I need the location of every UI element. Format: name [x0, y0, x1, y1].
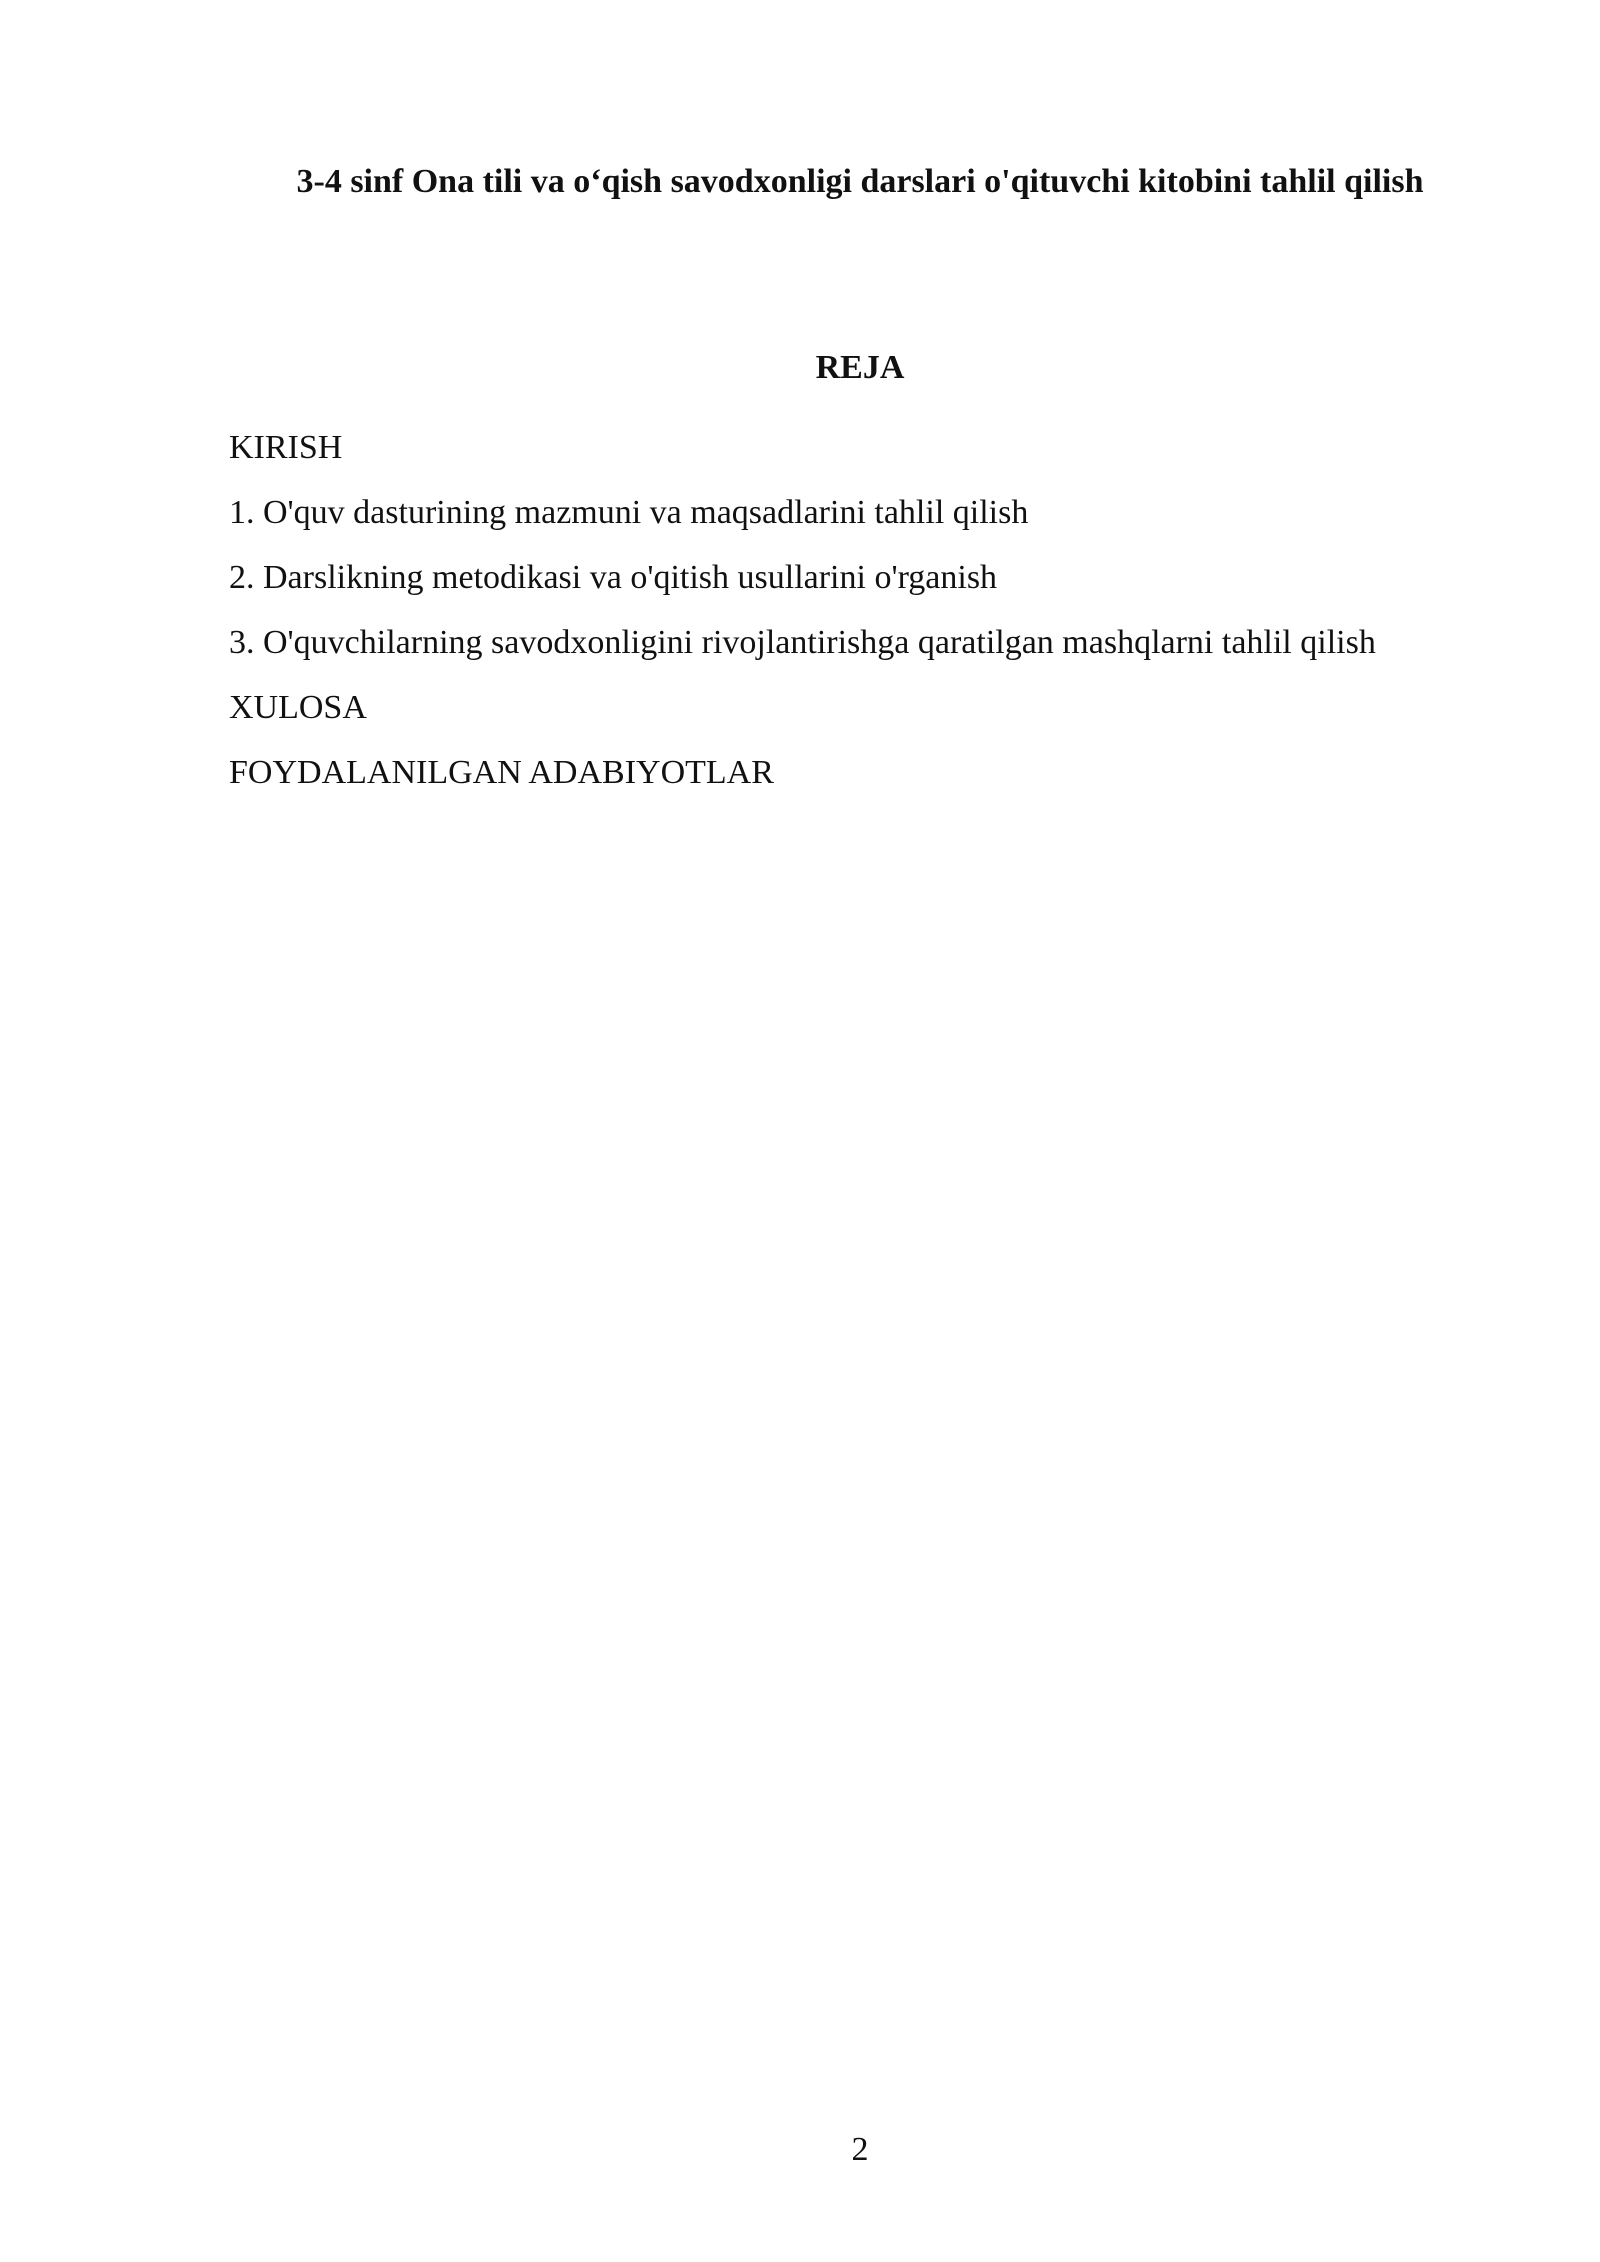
- document-title: 3-4 sinf Ona tili va o‘qish savodxonligi darslari o'qituvchi kitobini tahlil qilish: [296, 163, 1424, 200]
- plan-item-2: 2. Darslikning metodikasi va o'qitish usullarini o'rganish: [229, 559, 998, 596]
- plan-item-1: 1. O'quv dasturining mazmuni va maqsadlarini tahlil qilish: [229, 494, 1029, 531]
- plan-item-references: FOYDALANILGAN ADABIYOTLAR: [229, 754, 774, 791]
- plan-item-introduction: KIRISH: [229, 429, 343, 466]
- plan-heading: REJA: [815, 349, 905, 386]
- page-number: 2: [851, 2131, 869, 2168]
- plan-item-conclusion: XULOSA: [229, 689, 367, 726]
- plan-list: [229, 420, 1449, 810]
- plan-item-3: 3. O'quvchilarning savodxonligini rivojlantirishga qaratilgan mashqlarni tahlil qilish: [229, 624, 1376, 661]
